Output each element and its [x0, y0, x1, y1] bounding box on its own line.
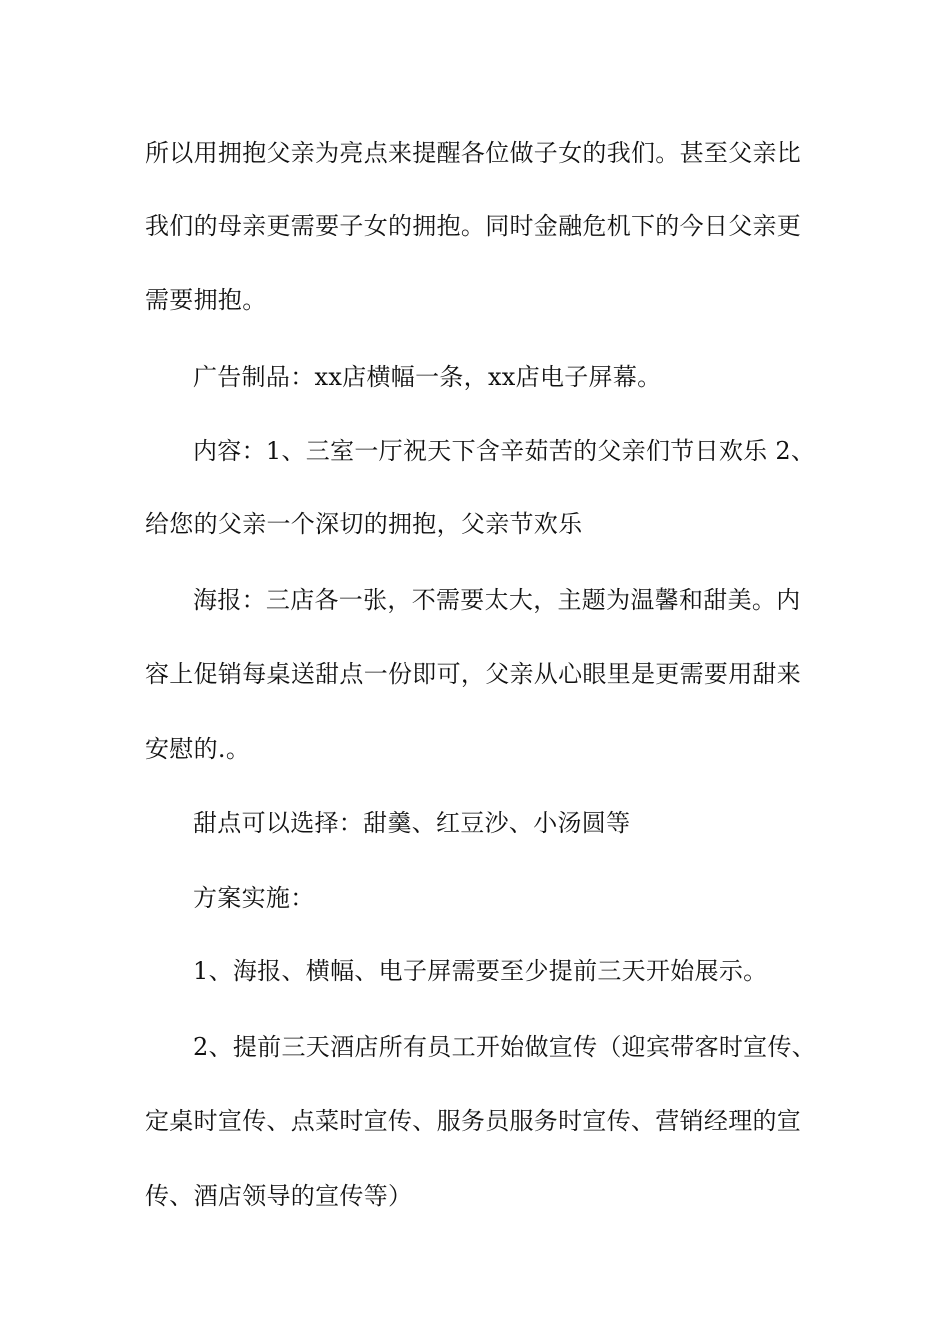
paragraph-line: 定桌时宣传、点菜时宣传、服务员服务时宣传、营销经理的宣 — [145, 1107, 802, 1135]
paragraph-line: 甜点可以选择：甜羹、红豆沙、小汤圆等 — [193, 809, 631, 837]
paragraph-line: 安慰的.。 — [145, 735, 251, 763]
paragraph-line: 2、提前三天酒店所有员工开始做宣传（迎宾带客时宣传、 — [193, 1033, 817, 1061]
paragraph-line: 广告制品：xx店横幅一条，xx店电子屏幕。 — [193, 363, 662, 391]
paragraph-line: 内容：1、三室一厅祝天下含辛茹苦的父亲们节日欢乐 2、 — [193, 437, 816, 465]
paragraph-line: 容上促销每桌送甜点一份即可，父亲从心眼里是更需要用甜来 — [145, 660, 802, 688]
paragraph-line: 所以用拥抱父亲为亮点来提醒各位做子女的我们。甚至父亲比 — [145, 139, 802, 167]
paragraph-line: 1、海报、横幅、电子屏需要至少提前三天开始展示。 — [193, 957, 768, 985]
paragraph-line: 给您的父亲一个深切的拥抱，父亲节欢乐 — [145, 510, 583, 538]
paragraph-line: 传、酒店领导的宣传等） — [145, 1182, 413, 1210]
paragraph-line: 需要拥抱。 — [145, 286, 267, 314]
paragraph-line: 我们的母亲更需要子女的拥抱。同时金融危机下的今日父亲更 — [145, 212, 802, 240]
paragraph-line: 海报：三店各一张，不需要太大，主题为温馨和甜美。内 — [193, 586, 801, 614]
paragraph-line: 方案实施： — [193, 884, 315, 912]
